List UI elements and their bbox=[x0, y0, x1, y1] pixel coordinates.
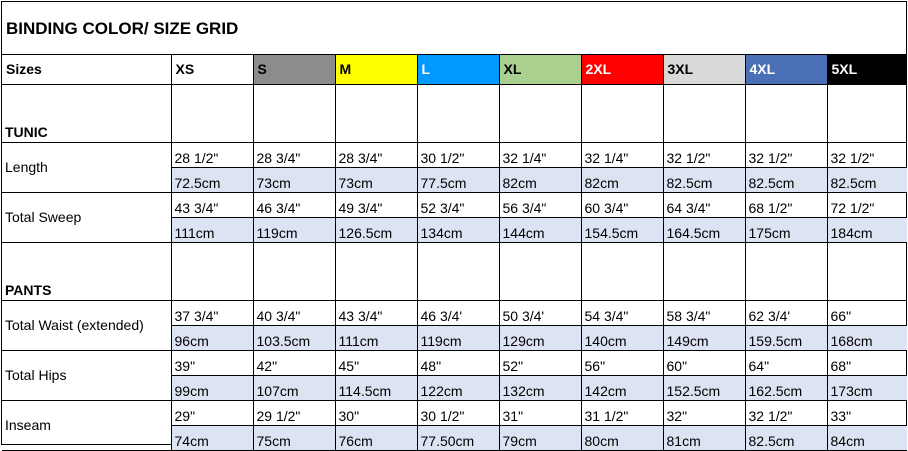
inch-value: 39" bbox=[171, 350, 253, 375]
cm-value: 82.5cm bbox=[827, 167, 907, 192]
measure-label-total-hips: Total Hips bbox=[2, 350, 171, 400]
size-header-s: S bbox=[253, 55, 335, 84]
cm-value: 122cm bbox=[417, 375, 499, 400]
sheet-title: BINDING COLOR/ SIZE GRID bbox=[2, 2, 906, 55]
cm-value: 175cm bbox=[745, 217, 827, 242]
size-header-l: L bbox=[417, 55, 499, 84]
size-header-5xl: 5XL bbox=[827, 55, 907, 84]
cm-value: 72.5cm bbox=[171, 167, 253, 192]
section-empty-cell bbox=[253, 84, 335, 142]
cm-value: 111cm bbox=[171, 217, 253, 242]
inch-value: 68 1/2" bbox=[745, 192, 827, 217]
size-header-xs: XS bbox=[171, 55, 253, 84]
inch-value: 64" bbox=[745, 350, 827, 375]
inch-value: 45" bbox=[335, 350, 417, 375]
inch-value: 50 3/4' bbox=[499, 300, 581, 325]
sizes-label: Sizes bbox=[2, 55, 171, 84]
inch-value: 32" bbox=[663, 400, 745, 425]
inch-value: 28 3/4" bbox=[253, 142, 335, 167]
inch-value: 29 1/2" bbox=[253, 400, 335, 425]
inch-value: 46 3/4' bbox=[417, 300, 499, 325]
section-empty-cell bbox=[417, 242, 499, 300]
inch-value: 62 3/4' bbox=[745, 300, 827, 325]
inch-value: 32 1/2" bbox=[745, 142, 827, 167]
cm-value: 159.5cm bbox=[745, 325, 827, 350]
inch-value: 52" bbox=[499, 350, 581, 375]
size-grid-table bbox=[2, 55, 907, 451]
cm-value: 73cm bbox=[335, 167, 417, 192]
section-row-pants bbox=[2, 242, 907, 300]
cm-value: 82.5cm bbox=[745, 425, 827, 450]
size-header-4xl: 4XL bbox=[745, 55, 827, 84]
inch-value: 58 3/4" bbox=[663, 300, 745, 325]
cm-value: 80cm bbox=[581, 425, 663, 450]
inch-value: 72 1/2" bbox=[827, 192, 907, 217]
inch-value: 30 1/2" bbox=[417, 400, 499, 425]
section-empty-cell bbox=[171, 242, 253, 300]
sizes-header-row bbox=[2, 55, 907, 84]
cm-value: 75cm bbox=[253, 425, 335, 450]
measure-label-total-sweep: Total Sweep bbox=[2, 192, 171, 242]
measure-label-inseam: Inseam bbox=[2, 400, 171, 450]
inch-value: 66" bbox=[827, 300, 907, 325]
cm-value: 79cm bbox=[499, 425, 581, 450]
inch-value: 31 1/2" bbox=[581, 400, 663, 425]
cm-value: 73cm bbox=[253, 167, 335, 192]
inch-value: 68" bbox=[827, 350, 907, 375]
inch-value: 49 3/4" bbox=[335, 192, 417, 217]
size-header-m: M bbox=[335, 55, 417, 84]
cm-value: 82.5cm bbox=[663, 167, 745, 192]
inch-value: 32 1/4" bbox=[499, 142, 581, 167]
cm-value: 164.5cm bbox=[663, 217, 745, 242]
inch-value: 56" bbox=[581, 350, 663, 375]
cm-value: 142cm bbox=[581, 375, 663, 400]
cm-value: 107cm bbox=[253, 375, 335, 400]
cm-value: 173cm bbox=[827, 375, 907, 400]
inch-value: 40 3/4" bbox=[253, 300, 335, 325]
measure-row-inches-length bbox=[2, 142, 907, 167]
inch-value: 54 3/4" bbox=[581, 300, 663, 325]
cm-value: 140cm bbox=[581, 325, 663, 350]
cm-value: 168cm bbox=[827, 325, 907, 350]
cm-value: 82cm bbox=[581, 167, 663, 192]
section-empty-cell bbox=[663, 84, 745, 142]
inch-value: 32 1/2" bbox=[827, 142, 907, 167]
measure-row-inches-total-sweep bbox=[2, 192, 907, 217]
inch-value: 30" bbox=[335, 400, 417, 425]
inch-value: 28 1/2" bbox=[171, 142, 253, 167]
cm-value: 154.5cm bbox=[581, 217, 663, 242]
inch-value: 30 1/2" bbox=[417, 142, 499, 167]
cm-value: 76cm bbox=[335, 425, 417, 450]
section-empty-cell bbox=[417, 84, 499, 142]
section-empty-cell bbox=[663, 242, 745, 300]
cm-value: 119cm bbox=[253, 217, 335, 242]
inch-value: 32 1/4" bbox=[581, 142, 663, 167]
cm-value: 129cm bbox=[499, 325, 581, 350]
measure-label-length: Length bbox=[2, 142, 171, 192]
inch-value: 37 3/4" bbox=[171, 300, 253, 325]
section-empty-cell bbox=[827, 84, 907, 142]
cm-value: 99cm bbox=[171, 375, 253, 400]
size-header-3xl: 3XL bbox=[663, 55, 745, 84]
section-empty-cell bbox=[499, 84, 581, 142]
inch-value: 46 3/4" bbox=[253, 192, 335, 217]
cm-value: 111cm bbox=[335, 325, 417, 350]
inch-value: 48" bbox=[417, 350, 499, 375]
cm-value: 126.5cm bbox=[335, 217, 417, 242]
measure-label-total-waist-extended: Total Waist (extended) bbox=[2, 300, 171, 350]
inch-value: 64 3/4" bbox=[663, 192, 745, 217]
section-label-tunic: TUNIC bbox=[2, 84, 171, 142]
section-empty-cell bbox=[581, 242, 663, 300]
cm-value: 103.5cm bbox=[253, 325, 335, 350]
inch-value: 32 1/2" bbox=[745, 400, 827, 425]
inch-value: 56 3/4" bbox=[499, 192, 581, 217]
cm-value: 134cm bbox=[417, 217, 499, 242]
size-header-xl: XL bbox=[499, 55, 581, 84]
cm-value: 77.5cm bbox=[417, 167, 499, 192]
measure-row-inches-inseam bbox=[2, 400, 907, 425]
inch-value: 29" bbox=[171, 400, 253, 425]
cm-value: 114.5cm bbox=[335, 375, 417, 400]
section-empty-cell bbox=[335, 242, 417, 300]
section-empty-cell bbox=[171, 84, 253, 142]
size-header-2xl: 2XL bbox=[581, 55, 663, 84]
section-label-pants: PANTS bbox=[2, 242, 171, 300]
cm-value: 144cm bbox=[499, 217, 581, 242]
cm-value: 82.5cm bbox=[745, 167, 827, 192]
cm-value: 132cm bbox=[499, 375, 581, 400]
cm-value: 119cm bbox=[417, 325, 499, 350]
cm-value: 84cm bbox=[827, 425, 907, 450]
inch-value: 28 3/4" bbox=[335, 142, 417, 167]
section-empty-cell bbox=[745, 242, 827, 300]
cm-value: 152.5cm bbox=[663, 375, 745, 400]
inch-value: 43 3/4" bbox=[335, 300, 417, 325]
inch-value: 43 3/4" bbox=[171, 192, 253, 217]
inch-value: 52 3/4" bbox=[417, 192, 499, 217]
cm-value: 74cm bbox=[171, 425, 253, 450]
section-empty-cell bbox=[499, 242, 581, 300]
cm-value: 96cm bbox=[171, 325, 253, 350]
size-grid-sheet bbox=[1, 1, 907, 449]
section-empty-cell bbox=[745, 84, 827, 142]
section-empty-cell bbox=[335, 84, 417, 142]
measure-row-inches-total-waist-extended bbox=[2, 300, 907, 325]
section-row-tunic bbox=[2, 84, 907, 142]
inch-value: 31" bbox=[499, 400, 581, 425]
cm-value: 81cm bbox=[663, 425, 745, 450]
cm-value: 162.5cm bbox=[745, 375, 827, 400]
cm-value: 77.50cm bbox=[417, 425, 499, 450]
cm-value: 184cm bbox=[827, 217, 907, 242]
section-empty-cell bbox=[827, 242, 907, 300]
inch-value: 32 1/2" bbox=[663, 142, 745, 167]
section-empty-cell bbox=[253, 242, 335, 300]
cm-value: 82cm bbox=[499, 167, 581, 192]
inch-value: 60" bbox=[663, 350, 745, 375]
measure-row-inches-total-hips bbox=[2, 350, 907, 375]
inch-value: 42" bbox=[253, 350, 335, 375]
inch-value: 60 3/4" bbox=[581, 192, 663, 217]
cm-value: 149cm bbox=[663, 325, 745, 350]
section-empty-cell bbox=[581, 84, 663, 142]
inch-value: 33" bbox=[827, 400, 907, 425]
